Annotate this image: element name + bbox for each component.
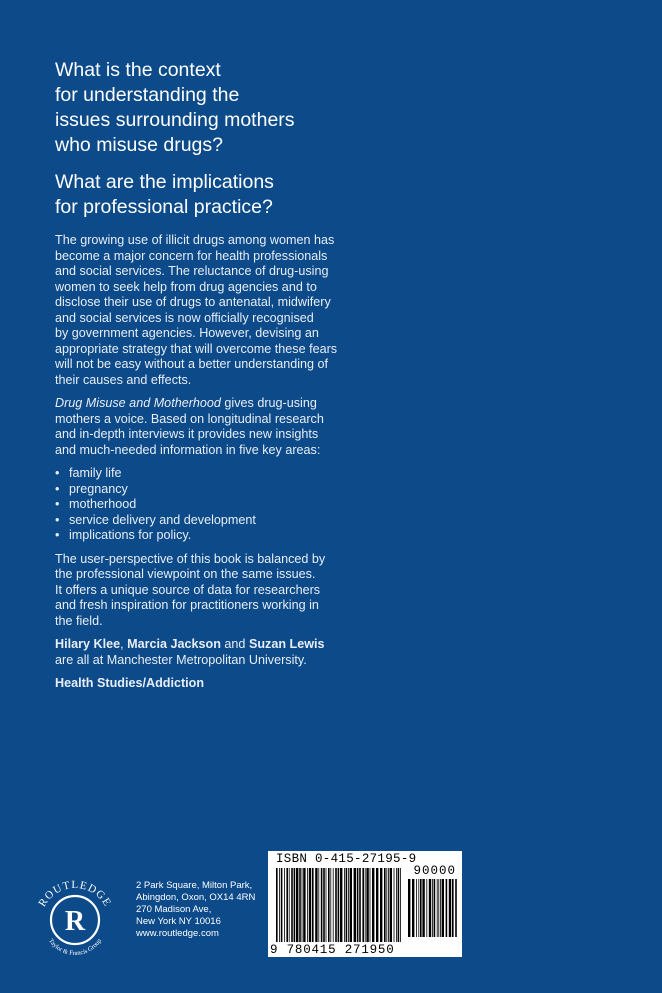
author-3: Suzan Lewis — [248, 637, 325, 651]
barcode-bar — [376, 868, 378, 942]
barcode-bar — [284, 868, 285, 942]
barcode-bar — [323, 868, 325, 942]
address-line: 2 Park Square, Milton Park, — [136, 880, 253, 891]
barcode-bar — [315, 868, 317, 942]
publisher-url: www.routledge.com — [136, 928, 219, 939]
barcode-bar — [279, 868, 280, 942]
barcode-bar — [309, 868, 311, 942]
barcode-bar — [446, 879, 448, 937]
barcode-box — [268, 851, 462, 957]
author-1: Hilary Klee — [55, 637, 121, 651]
barcode-bar — [390, 868, 392, 942]
barcode-bar — [438, 879, 439, 937]
barcode-bar — [370, 868, 371, 942]
perspective-paragraph: The user-perspective of this book is balanced by the professional viewpoint on the same issues. It offers a unique source of data for researchers and fresh inspiration for practitioners working in the field. — [55, 551, 326, 628]
barcode-bar — [335, 868, 337, 942]
barcode-bar — [299, 868, 301, 942]
barcode-bar — [286, 868, 288, 942]
barcode-bar — [416, 879, 417, 937]
barcode-bar — [366, 868, 368, 942]
barcode-bar — [412, 879, 414, 937]
barcode-bar — [291, 868, 293, 942]
barcode-bar — [434, 879, 436, 937]
author-separator: , — [120, 637, 128, 651]
question-1: What is the context for understanding the issues surrounding mothers who misuse drugs? — [55, 59, 295, 156]
barcode-bar — [307, 868, 308, 942]
barcode-bar — [372, 868, 374, 942]
svg-text:Taylor & Francis Group: Taylor & Francis Group — [47, 937, 103, 958]
barcode-bar — [302, 868, 303, 942]
barcode-bar — [359, 868, 361, 942]
list-item: • implications for policy. — [55, 528, 355, 544]
barcode-bar — [357, 868, 359, 942]
barcode-bar — [340, 868, 342, 942]
barcode-bar — [338, 868, 340, 942]
book-paragraph — [55, 396, 355, 458]
barcode-bar — [384, 868, 386, 942]
barcode-bar — [440, 879, 441, 937]
questions-block — [55, 58, 475, 232]
barcode-bar — [432, 879, 433, 937]
svg-text:R: R — [64, 906, 86, 937]
barcode-bar — [276, 868, 278, 942]
publisher-address — [136, 880, 255, 940]
barcode-bar — [396, 868, 397, 942]
barcode-bar — [455, 879, 457, 937]
barcode-bar — [362, 868, 364, 942]
barcode-bar — [318, 868, 319, 942]
barcode-bar — [344, 868, 345, 942]
barcode-bar — [321, 868, 323, 942]
isbn-label: ISBN 0-415-27195-9 — [276, 852, 417, 866]
barcode-bar — [394, 868, 395, 942]
barcode-bar — [422, 879, 424, 937]
svg-text:ROUTLEDGE: ROUTLEDGE — [36, 878, 114, 910]
barcode-bar — [442, 879, 444, 937]
barcode-bar — [303, 868, 305, 942]
blurb — [55, 233, 355, 704]
barcode-bar — [365, 868, 366, 942]
barcode-bar — [400, 868, 401, 942]
barcode-bar — [437, 879, 438, 937]
book-title: Drug Misuse and Motherhood — [55, 396, 221, 410]
book-paragraph-text: gives drug-using mothers a voice. Based on longitudinal research and in-depth interviews it provides new insights and much-needed information in five key areas: — [55, 396, 324, 457]
barcode-bar — [420, 879, 422, 937]
barcode-bar — [350, 868, 352, 942]
list-item: • pregnancy — [55, 482, 355, 498]
barcode-bars — [276, 868, 404, 942]
barcode-bar — [408, 879, 410, 937]
barcode-bar — [449, 879, 451, 937]
barcode-bar — [281, 868, 283, 942]
author-affiliation: are all at Manchester Metropolitan University. — [55, 652, 307, 667]
barcode-bar — [296, 868, 298, 942]
barcode-bar — [386, 868, 387, 942]
barcode-bar — [294, 868, 296, 942]
intro-paragraph: The growing use of illicit drugs among women has become a major concern for health professionals and social services. The reluctance of drug-using women to seek help from drug agencies and to disclose their use of drugs to antenatal, midwifery and social services is now officially recognised by government agencies. However, devising an appropriate strategy that will overcome these fears will not be easy without a better understanding of their causes and effects. — [55, 233, 338, 387]
barcode-bar — [398, 868, 400, 942]
barcode-bar — [346, 868, 348, 942]
barcode-bar — [380, 868, 382, 942]
barcode-bar — [348, 868, 349, 942]
barcode-bar — [418, 879, 419, 937]
barcode-bar — [328, 868, 330, 942]
barcode-bar — [429, 879, 431, 937]
routledge-logo-icon — [27, 872, 123, 968]
price-barcode-bars — [408, 879, 458, 937]
address-line: 270 Madison Ave, — [136, 904, 212, 915]
barcode-bar — [354, 868, 356, 942]
price-code: 90000 — [413, 864, 456, 878]
key-areas-list — [55, 466, 355, 544]
barcode-bar — [333, 868, 334, 942]
subject-category: Health Studies/Addiction — [55, 676, 205, 690]
barcode-bar — [330, 868, 331, 942]
list-item: • family life — [55, 466, 355, 482]
list-item: • service delivery and development — [55, 513, 355, 529]
barcode-bar — [326, 868, 327, 942]
author-separator: and — [220, 637, 249, 651]
barcode-bar — [452, 879, 454, 937]
address-line: New York NY 10016 — [136, 916, 221, 927]
barcode-bar — [426, 879, 427, 937]
address-line: Abingdon, Oxon, OX14 4RN — [136, 892, 256, 903]
list-item: • motherhood — [55, 497, 355, 513]
question-2: What are the implications for professional practice? — [55, 171, 274, 218]
authors — [55, 637, 355, 668]
ean-number: 9 780415 271950 — [270, 943, 395, 957]
author-2: Marcia Jackson — [127, 637, 221, 651]
barcode-bar — [388, 868, 389, 942]
barcode-bar — [289, 868, 290, 942]
barcode-bar — [312, 868, 314, 942]
